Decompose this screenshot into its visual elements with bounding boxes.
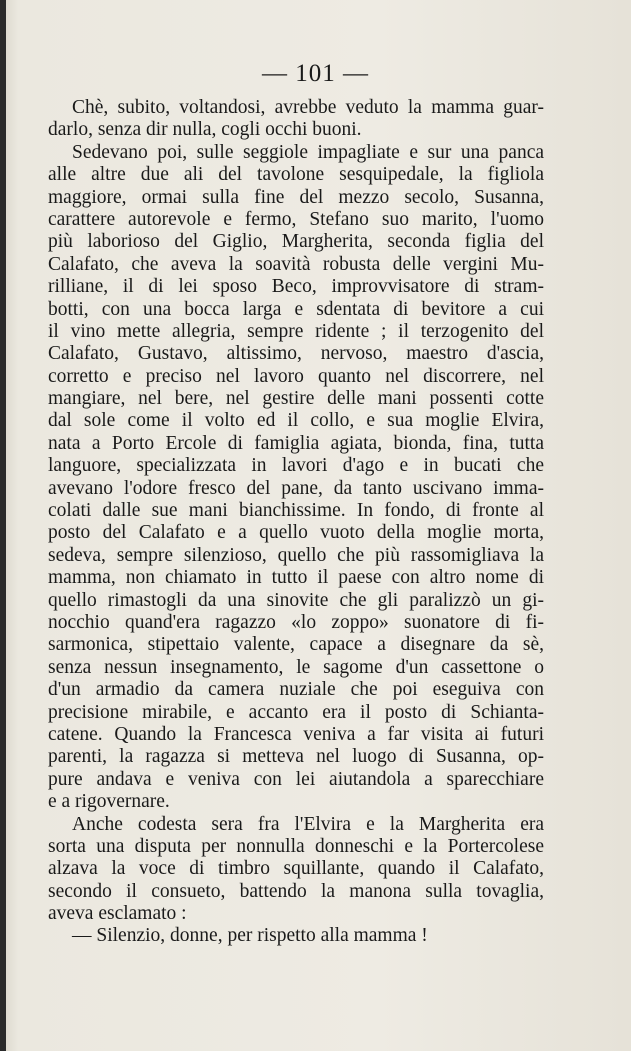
text-line: darlo, senza dir nulla, cogli occhi buoni. — [48, 119, 362, 141]
text-line: Sedevano poi, sulle seggiole impagliate e sur una panca — [72, 141, 544, 163]
text-line: alzava la voce di timbro squillante, quando il Calafato, — [48, 858, 544, 880]
text-line: Chè, subito, voltandosi, avrebbe veduto la mamma guar- — [72, 97, 544, 118]
text-line: nocchio quand'era ragazzo «lo zoppo» suonatore di fi- — [48, 611, 544, 633]
text-line: alle altre due ali del tavolone sesquipedale, la figliola — [48, 164, 544, 186]
text-line: maggiore, ormai sulla fine del mezzo secolo, Susanna, — [48, 186, 544, 208]
text-line: d'un armadio da camera nuziale che poi eseguiva con — [48, 679, 544, 701]
text-line: precisione mirabile, e accanto era il posto di Schianta- — [48, 701, 544, 723]
text-line: pure andava e veniva con lei aiutandola a sparecchiare — [48, 768, 544, 790]
text-line: rilliane, il di lei sposo Beco, improvvisatore di stram- — [48, 276, 544, 298]
text-line: quello rimastogli da una sinovite che gli paralizzò un gi- — [48, 589, 544, 611]
text-line: mamma, non chiamato in tutto il paese con altro nome di — [48, 567, 544, 589]
body-text — [48, 97, 544, 948]
text-line: Calafato, che aveva la soavità robusta delle vergini Mu- — [48, 253, 544, 275]
text-line: corretto e preciso nel lavoro quanto nel discorrere, nel — [48, 365, 544, 387]
text-line: senza nessun insegnamento, le sagome d'un cassettone o — [48, 656, 544, 678]
binding-edge — [0, 0, 6, 1051]
text-line: Calafato, Gustavo, altissimo, nervoso, maestro d'ascia, — [48, 343, 544, 365]
text-line: aveva esclamato : — [48, 903, 187, 925]
text-line: languore, specializzata in lavori d'ago e in bucati che — [48, 455, 544, 477]
text-line: parenti, la ragazza si metteva nel luogo di Susanna, op- — [48, 746, 544, 768]
text-line: il vino mette allegria, sempre ridente ; il terzogenito del — [48, 320, 544, 342]
text-line: dal sole come il volto ed il collo, e sua moglie Elvira, — [48, 410, 544, 432]
page-number: — 101 — — [262, 60, 369, 87]
text-line: nata a Porto Ercole di famiglia agiata, bionda, fina, tutta — [48, 432, 544, 454]
text-line: sarmonica, stipettaio valente, capace a disegnare da sè, — [48, 634, 544, 656]
text-line: mangiare, nel bere, nel gestire delle mani possenti cotte — [48, 388, 544, 410]
text-line: posto del Calafato e a quello vuoto della moglie morta, — [48, 522, 544, 544]
text-line: avevano l'odore fresco del pane, da tanto uscivano imma- — [48, 477, 544, 499]
text-line: colati dalle sue mani bianchissime. In fondo, di fronte al — [48, 500, 544, 522]
text-line: Anche codesta sera fra l'Elvira e la Margherita era — [72, 813, 544, 835]
text-line: botti, con una bocca larga e sdentata di bevitore a cui — [48, 298, 544, 320]
text-line: carattere autorevole e fermo, Stefano suo marito, l'uomo — [48, 208, 544, 230]
text-line: catene. Quando la Francesca veniva a far visita ai futuri — [48, 723, 544, 745]
text-line: secondo il consueto, battendo la manona sulla tovaglia, — [48, 880, 544, 902]
text-line: e a rigovernare. — [48, 791, 170, 813]
text-line: sedeva, sempre silenzioso, quello che più rassomigliava la — [48, 544, 544, 566]
text-line: sorta una disputa per nonnulla donneschi e la Portercolese — [48, 835, 544, 857]
text-line: — Silenzio, donne, per rispetto alla mamma ! — [72, 925, 428, 947]
text-line: più laborioso del Giglio, Margherita, seconda figlia del — [48, 231, 544, 253]
